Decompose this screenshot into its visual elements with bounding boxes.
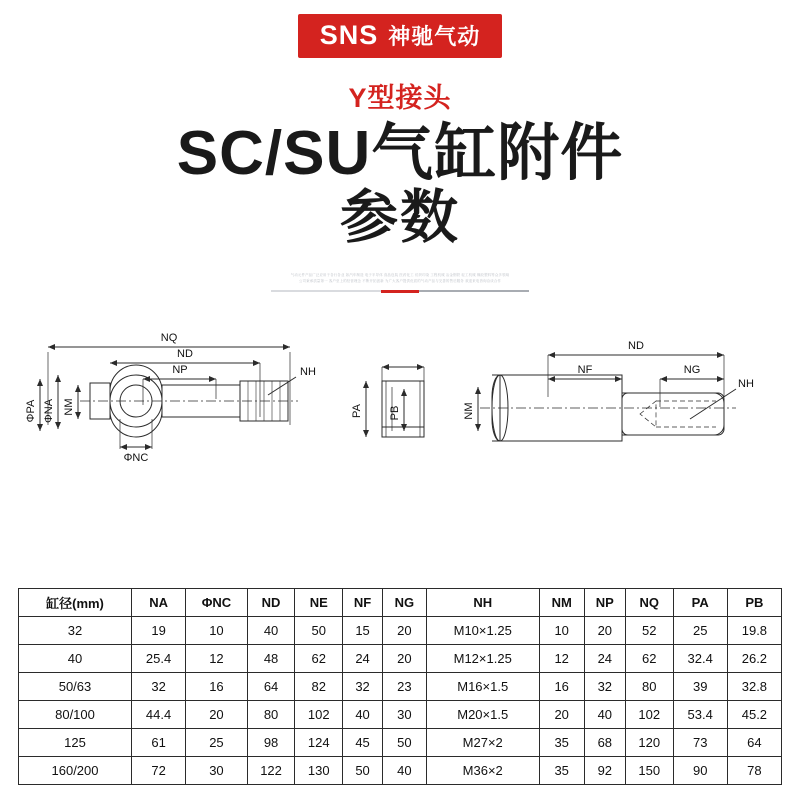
drawing-svg: [0, 307, 800, 492]
brand-logo-chinese: 神驰气动: [388, 24, 481, 49]
table-cell: 20: [383, 645, 427, 673]
micro-text-block: [0, 273, 800, 293]
table-cell: 68: [584, 729, 625, 757]
table-cell: 50: [383, 729, 427, 757]
table-header-cell: ND: [247, 589, 295, 617]
table-cell: 32.8: [727, 673, 781, 701]
table-cell: 78: [727, 757, 781, 785]
svg-text:ΦPA: ΦPA: [25, 399, 37, 422]
table-cell: 102: [295, 701, 343, 729]
table-cell: 98: [247, 729, 295, 757]
table-cell: 120: [625, 729, 673, 757]
table-cell: 82: [295, 673, 343, 701]
table-cell: 12: [539, 645, 584, 673]
table-cell: 12: [186, 645, 248, 673]
technical-drawings: [0, 307, 800, 492]
table-cell: 50: [343, 757, 383, 785]
table-row: [19, 757, 782, 785]
table-header-cell: NE: [295, 589, 343, 617]
table-cell: 50: [295, 617, 343, 645]
table-header-cell: NG: [383, 589, 427, 617]
table-cell: 16: [539, 673, 584, 701]
svg-text:NM: NM: [63, 397, 75, 416]
table-cell: 72: [132, 757, 186, 785]
table-cell: 19.8: [727, 617, 781, 645]
table-cell: M20×1.5: [426, 701, 539, 729]
table-cell: 64: [727, 729, 781, 757]
table-cell: 10: [539, 617, 584, 645]
table-cell: 73: [673, 729, 727, 757]
table-cell: 15: [343, 617, 383, 645]
divider-rule: [0, 290, 800, 293]
table-cell: 20: [186, 701, 248, 729]
table-cell: 25.4: [132, 645, 186, 673]
table-header-cell: PA: [673, 589, 727, 617]
table-cell: 16: [186, 673, 248, 701]
brand-logo-box: [298, 14, 503, 58]
table-header-cell: NM: [539, 589, 584, 617]
table-cell: 150: [625, 757, 673, 785]
table-cell: 32: [343, 673, 383, 701]
table-header-cell: NF: [343, 589, 383, 617]
table-cell: 62: [625, 645, 673, 673]
page-title: SC/SU气缸附件: [176, 119, 624, 188]
table-cell: 30: [186, 757, 248, 785]
svg-text:ND: ND: [177, 347, 193, 360]
table-header-cell: NA: [132, 589, 186, 617]
brand-logo-text: SNS: [319, 20, 379, 50]
svg-text:NH: NH: [738, 377, 754, 390]
spec-table: [18, 588, 782, 785]
svg-text:ΦNC: ΦNC: [123, 451, 149, 464]
table-cell: 52: [625, 617, 673, 645]
table-cell: 30: [383, 701, 427, 729]
spec-table-wrapper: [18, 588, 782, 785]
table-header-cell: NH: [426, 589, 539, 617]
micro-text-line-2: 公司秉承质量第一 客户至上的经营理念 不断开拓创新 为广大客户提供优质的气动产品与完善的售后服务 欢迎来电咨询洽谈合作: [298, 278, 502, 283]
svg-text:NG: NG: [683, 363, 701, 376]
table-cell: 80: [247, 701, 295, 729]
divider-accent-segment: [381, 290, 419, 293]
table-cell: 102: [625, 701, 673, 729]
table-cell: 24: [584, 645, 625, 673]
table-cell: 92: [584, 757, 625, 785]
table-cell: 45.2: [727, 701, 781, 729]
page-title-second-line: 参数: [339, 185, 460, 251]
table-row: [19, 673, 782, 701]
table-row: [19, 701, 782, 729]
table-cell: 32.4: [673, 645, 727, 673]
svg-text:NP: NP: [172, 363, 188, 376]
table-cell: 40: [584, 701, 625, 729]
table-header-cell: NQ: [625, 589, 673, 617]
table-header-cell: 缸径(mm): [19, 589, 132, 617]
table-cell: 32: [584, 673, 625, 701]
table-cell: 50/63: [19, 673, 132, 701]
table-cell: M36×2: [426, 757, 539, 785]
table-header-row: [19, 589, 782, 617]
table-header-cell: PB: [727, 589, 781, 617]
table-row: [19, 617, 782, 645]
divider-left-segment: [271, 290, 381, 292]
table-cell: 20: [584, 617, 625, 645]
table-cell: 40: [383, 757, 427, 785]
table-cell: 20: [383, 617, 427, 645]
divider-right-segment: [419, 290, 529, 292]
table-cell: 62: [295, 645, 343, 673]
table-cell: 10: [186, 617, 248, 645]
page-subtitle: Y型接头: [348, 83, 452, 113]
svg-text:ΦNA: ΦNA: [43, 398, 55, 423]
table-cell: 20: [539, 701, 584, 729]
table-cell: 122: [247, 757, 295, 785]
table-cell: 26.2: [727, 645, 781, 673]
table-cell: 40: [247, 617, 295, 645]
table-cell: 35: [539, 757, 584, 785]
table-cell: 32: [132, 673, 186, 701]
table-cell: 40: [343, 701, 383, 729]
table-cell: 39: [673, 673, 727, 701]
svg-text:ND: ND: [628, 339, 644, 352]
table-cell: 125: [19, 729, 132, 757]
table-cell: 124: [295, 729, 343, 757]
table-cell: M27×2: [426, 729, 539, 757]
table-cell: 25: [673, 617, 727, 645]
table-cell: 48: [247, 645, 295, 673]
table-cell: 80/100: [19, 701, 132, 729]
table-header-cell: NP: [584, 589, 625, 617]
table-cell: 45: [343, 729, 383, 757]
table-cell: M16×1.5: [426, 673, 539, 701]
table-cell: 25: [186, 729, 248, 757]
table-cell: 24: [343, 645, 383, 673]
table-row: [19, 729, 782, 757]
table-cell: M10×1.25: [426, 617, 539, 645]
svg-text:NH: NH: [300, 365, 316, 378]
table-cell: M12×1.25: [426, 645, 539, 673]
table-cell: 53.4: [673, 701, 727, 729]
table-cell: 35: [539, 729, 584, 757]
svg-text:PB: PB: [389, 405, 401, 420]
table-cell: 40: [19, 645, 132, 673]
table-cell: 90: [673, 757, 727, 785]
table-cell: 130: [295, 757, 343, 785]
table-header-cell: ΦNC: [186, 589, 248, 617]
table-cell: 44.4: [132, 701, 186, 729]
table-cell: 64: [247, 673, 295, 701]
svg-text:NF: NF: [577, 363, 593, 376]
table-cell: 32: [19, 617, 132, 645]
table-row: [19, 645, 782, 673]
svg-text:NM: NM: [463, 401, 475, 420]
table-cell: 61: [132, 729, 186, 757]
table-cell: 160/200: [19, 757, 132, 785]
brand-bar: [0, 0, 800, 58]
svg-text:PA: PA: [351, 403, 363, 418]
svg-text:NQ: NQ: [160, 331, 178, 344]
table-cell: 23: [383, 673, 427, 701]
table-cell: 19: [132, 617, 186, 645]
table-cell: 80: [625, 673, 673, 701]
micro-text-line-1: 气动元件产品广泛应用于各行各业 如汽车制造 电子半导体 食品包装 医药化工 纺织印染 工程机械 冶金钢铁 轻工机械 橡胶塑料等众多领域: [290, 272, 510, 277]
